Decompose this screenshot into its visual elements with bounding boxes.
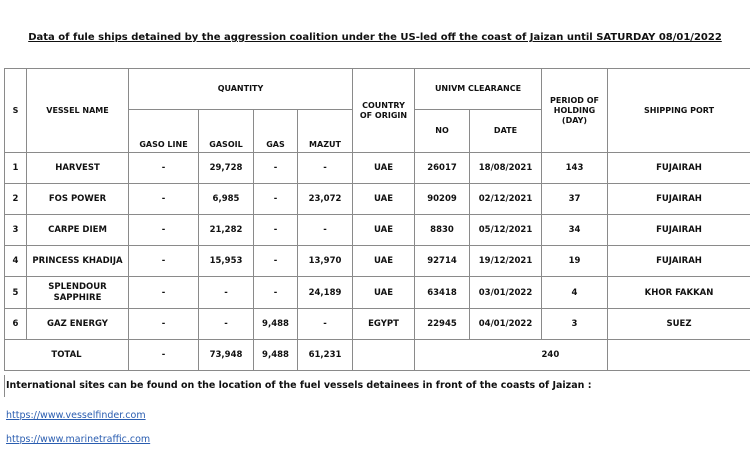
header-mazut: MAZUT [298,110,353,153]
total-clearance-empty [415,340,542,371]
header-vessel-name: VESSEL NAME [27,69,129,153]
cell-period: 3 [542,309,608,340]
table-row [5,215,750,246]
cell-mazut: - [298,309,353,340]
table-row [5,184,750,215]
cell-vessel-name: SPLENDOUR SAPPHIRE [27,277,129,309]
link-marinetraffic[interactable]: https://www.marinetraffic.com [6,434,151,445]
table-row [5,246,750,277]
cell-s: 4 [5,246,27,277]
cell-gasoline: - [129,246,199,277]
total-country-empty [353,340,415,371]
header-gasoline: GASO LINE [129,110,199,153]
cell-period: 4 [542,277,608,309]
total-gas: 9,488 [254,340,298,371]
cell-gasoil: 29,728 [199,153,254,184]
header-s: S [5,69,27,153]
total-mazut: 61,231 [298,340,353,371]
detained-ships-table [4,68,750,371]
link-vesselfinder[interactable]: https://www.vesselfinder.com [6,410,146,421]
total-row [5,340,750,371]
cell-gas: - [254,184,298,215]
cell-country: UAE [353,215,415,246]
cell-port: KHOR FAKKAN [608,277,750,309]
cell-period: 143 [542,153,608,184]
cell-no: 90209 [415,184,470,215]
header-no: NO [415,110,470,153]
header-date: DATE [470,110,542,153]
cell-country: UAE [353,246,415,277]
cell-no: 63418 [415,277,470,309]
cell-date: 19/12/2021 [470,246,542,277]
cell-gasoline: - [129,184,199,215]
cell-country: EGYPT [353,309,415,340]
cell-gasoline: - [129,153,199,184]
cell-gas: - [254,277,298,309]
cell-country: UAE [353,153,415,184]
footer-note: International sites can be found on the location of the fuel vessels detainees in front of the coasts of Jaizan : [6,380,592,391]
document-title: Data of fule ships detained by the aggression coalition under the US-led off the coast of Jaizan until SATURDAY 08/01/2022 [28,32,722,43]
cell-gasoil: 21,282 [199,215,254,246]
cell-s: 6 [5,309,27,340]
header-quantity: QUANTITY [129,69,353,110]
total-gasoil: 73,948 [199,340,254,371]
cell-gasoil: - [199,277,254,309]
header-gas: GAS [254,110,298,153]
cell-port: FUJAIRAH [608,153,750,184]
cell-period: 37 [542,184,608,215]
cell-country: UAE [353,184,415,215]
cell-s: 3 [5,215,27,246]
cell-no: 22945 [415,309,470,340]
cell-gas: - [254,153,298,184]
cell-gas: 9,488 [254,309,298,340]
cell-port: FUJAIRAH [608,246,750,277]
table-row [5,153,750,184]
cell-gas: - [254,215,298,246]
cell-period: 19 [542,246,608,277]
cell-period: 34 [542,215,608,246]
cell-gas: - [254,246,298,277]
cell-mazut: 24,189 [298,277,353,309]
cell-no: 92714 [415,246,470,277]
cell-vessel-name: PRINCESS KHADIJA [27,246,129,277]
cell-vessel-name: GAZ ENERGY [27,309,129,340]
cell-gasoil: - [199,309,254,340]
cell-mazut: - [298,215,353,246]
cell-vessel-name: HARVEST [27,153,129,184]
cell-date: 03/01/2022 [470,277,542,309]
cell-gasoline: - [129,309,199,340]
cell-gasoline: - [129,215,199,246]
cell-date: 04/01/2022 [470,309,542,340]
total-port-empty [608,340,750,371]
total-period: 240 [542,340,608,371]
cell-country: UAE [353,277,415,309]
cell-mazut: 13,970 [298,246,353,277]
cell-s: 5 [5,277,27,309]
cell-port: FUJAIRAH [608,215,750,246]
cell-no: 26017 [415,153,470,184]
cell-no: 8830 [415,215,470,246]
cell-gasoil: 6,985 [199,184,254,215]
cell-port: SUEZ [608,309,750,340]
cell-gasoil: 15,953 [199,246,254,277]
cell-s: 2 [5,184,27,215]
header-row-top [5,69,750,110]
table-row [5,309,750,340]
total-gasoline: - [129,340,199,371]
cell-vessel-name: CARPE DIEM [27,215,129,246]
header-unvim-clearance: UNIVM CLEARANCE [415,69,542,110]
cell-gasoline: - [129,277,199,309]
cell-vessel-name: FOS POWER [27,184,129,215]
divider [4,375,5,397]
header-country: COUNTRY OF ORIGIN [353,69,415,153]
header-shipping-port: SHIPPING PORT [608,69,750,153]
cell-s: 1 [5,153,27,184]
cell-date: 05/12/2021 [470,215,542,246]
header-gasoil: GASOIL [199,110,254,153]
total-label: TOTAL [5,340,129,371]
cell-date: 18/08/2021 [470,153,542,184]
cell-date: 02/12/2021 [470,184,542,215]
cell-mazut: 23,072 [298,184,353,215]
cell-port: FUJAIRAH [608,184,750,215]
table-row [5,277,750,309]
header-period: PERIOD OF HOLDING (DAY) [542,69,608,153]
cell-mazut: - [298,153,353,184]
